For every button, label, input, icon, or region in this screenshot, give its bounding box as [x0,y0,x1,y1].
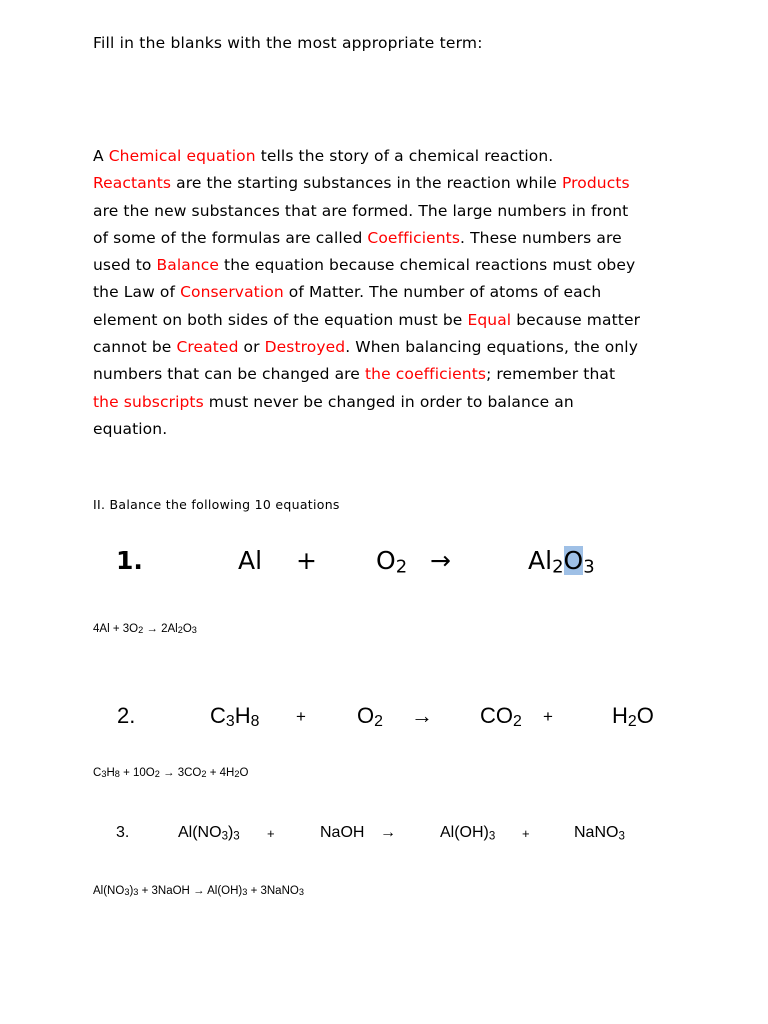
answer-term: Conservation [180,283,284,302]
answer-term: Reactants [93,174,172,193]
section-2-heading: II. Balance the following 10 equations [93,497,340,512]
paragraph-text: tells the story of a chemical reaction. [255,147,554,165]
paragraph-text: of some of the formulas are called [93,228,368,247]
paragraph-text: element on both sides of the equation must be [93,310,468,329]
reactant-o2: $O_2$ [376,546,408,578]
paragraph-line [93,416,693,443]
arrow-icon: → [380,824,396,841]
paragraph-text: the equation because chemical reactions must obey [219,256,636,275]
paragraph-text: must never be changed in order to balance an [203,392,574,411]
instructions-heading: Fill in the blanks with the most appropriate term: [93,34,483,52]
paragraph-text: equation. [93,419,168,438]
answer-1: $4Al + 3O_2 \to 2Al_2O_3$ [93,623,197,635]
paragraph-text: are the starting substances in the reaction while [171,174,562,193]
equation-3 [0,824,768,848]
paragraph-line [93,143,693,170]
paragraph-line [93,170,693,197]
paragraph-line [93,307,693,334]
paragraph-text: are the new substances that are formed. The large numbers in front [93,201,629,220]
answer-term: the coefficients [364,365,487,384]
reactant-o2: $O_2$ [357,703,383,731]
reactant-c3h8: $C_3H_8$ [210,703,260,731]
paragraph-text: A [93,147,109,165]
answer-term: Coefficients [367,228,461,247]
answer-3: $Al(NO_3)_3$ + 3NaOH → $Al(OH)_3$ + 3NaNO$_3$ [93,885,304,897]
answer-term: Equal [467,310,512,329]
equation-1 [0,546,768,582]
paragraph-text: because matter [511,310,641,329]
plus-sign: + [543,707,553,726]
answer-term: Created [176,338,239,357]
reactant-al: Al [238,546,263,575]
equation-2 [0,703,768,735]
paragraph-text: used to [93,256,157,275]
product-co2: $CO_2$ [480,703,522,731]
paragraph-line [93,225,693,252]
plus-sign: + [522,826,530,841]
paragraph-text: ; remember that [486,365,616,384]
paragraph-line [93,198,693,225]
product-al-oh-3: $Al(OH)_3$ [440,824,496,843]
paragraph-text: . These numbers are [460,228,622,247]
arrow-icon: → [430,546,451,575]
plus-sign: + [296,546,317,575]
paragraph-text: of Matter. The number of atoms of each [283,283,602,302]
paragraph-line [93,252,693,279]
paragraph-text: . When balancing equations, the only [345,338,638,357]
plus-sign: + [267,826,275,841]
paragraph-text: or [238,338,265,357]
answer-term: Products [561,174,630,193]
equation-1-number: 1. [116,546,143,575]
product-h2o: $H_2O$ [612,703,654,731]
answer-term: Chemical equation [108,147,256,165]
reactant-naoh: NaOH [320,824,365,841]
answer-2: $C_3H_8 + 10O_2 \to 3CO_2 + 4H_2O$ [93,767,249,779]
answer-term: the subscripts [93,392,204,411]
paragraph-text: cannot be [93,338,177,357]
answer-term: Destroyed [264,338,346,357]
paragraph-line [93,361,693,388]
paragraph-text: the Law of [93,283,181,302]
plus-sign: + [296,707,306,726]
product-al2o3: $Al_2O_3$ [528,546,595,578]
paragraph-text: numbers that can be changed are [93,365,365,384]
fill-in-paragraph [93,143,693,443]
paragraph-line [93,389,693,416]
equation-2-number: 2. [117,703,136,728]
answer-term: Balance [156,256,220,275]
reactant-al-no3-3: $Al(NO_3)_3$ [178,824,240,843]
equation-3-number: 3. [116,824,130,841]
paragraph-line [93,334,693,361]
arrow-icon: → [411,703,433,728]
product-nano3: NaNO$_3$ [574,824,625,843]
paragraph-line [93,279,693,306]
